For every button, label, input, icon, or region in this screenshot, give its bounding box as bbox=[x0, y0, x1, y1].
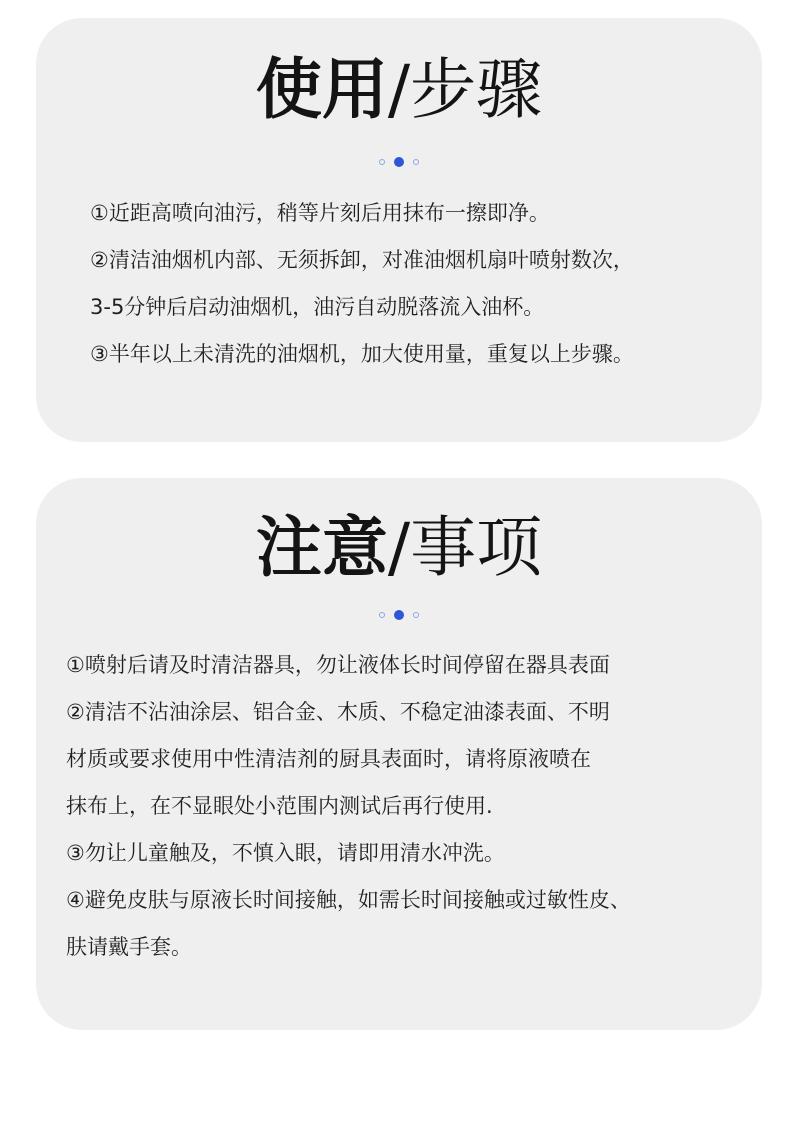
list-item-line: ①喷射后请及时清洁器具，勿让液体长时间停留在器具表面 bbox=[66, 653, 610, 677]
list-item bbox=[66, 642, 746, 689]
usage-steps-title-bold: 使用 bbox=[255, 51, 388, 128]
dot-indicator bbox=[413, 612, 419, 618]
list-item bbox=[66, 830, 746, 877]
precautions-title-bold: 注意 bbox=[255, 509, 388, 586]
list-item bbox=[66, 689, 746, 830]
list-item-line: 抹布上，在不显眼处小范围内测试后再行使用. bbox=[66, 794, 493, 818]
precautions-card bbox=[36, 478, 762, 1030]
list-item bbox=[90, 237, 730, 331]
list-item-line: 肤请戴手套。 bbox=[66, 935, 192, 959]
dot-indicator-active bbox=[394, 610, 404, 620]
list-item-line: ②清洁油烟机内部、无须拆卸，对准油烟机扇叶喷射数次， bbox=[90, 248, 634, 272]
list-item bbox=[90, 190, 730, 237]
usage-steps-title-light: /步骤 bbox=[387, 51, 543, 128]
list-item bbox=[66, 877, 746, 971]
list-item-line: ④避免皮肤与原液长时间接触，如需长时间接触或过敏性皮、 bbox=[66, 888, 631, 912]
precautions-dots bbox=[36, 609, 762, 621]
usage-steps-card bbox=[36, 18, 762, 442]
usage-steps-list bbox=[90, 190, 730, 378]
list-item-line: 材质或要求使用中性清洁剂的厨具表面时，请将原液喷在 bbox=[66, 747, 591, 771]
usage-steps-dots bbox=[36, 156, 762, 168]
dot-indicator bbox=[379, 612, 385, 618]
precautions-list bbox=[66, 642, 746, 971]
dot-indicator bbox=[379, 159, 385, 165]
list-item-line: ③勿让儿童触及，不慎入眼，请即用清水冲洗。 bbox=[66, 841, 505, 865]
list-item-line: ③半年以上未清洗的油烟机，加大使用量，重复以上步骤。 bbox=[90, 342, 634, 366]
list-item-line: ②清洁不沾油涂层、铝合金、木质、不稳定油漆表面、不明 bbox=[66, 700, 610, 724]
dot-indicator bbox=[413, 159, 419, 165]
list-item-line: ①近距高喷向油污，稍等片刻后用抹布一擦即净。 bbox=[90, 201, 550, 225]
list-item-line: 3-5分钟后启动油烟机，油污自动脱落流入油杯。 bbox=[90, 295, 545, 319]
dot-indicator-active bbox=[394, 157, 404, 167]
precautions-title bbox=[36, 508, 762, 588]
list-item bbox=[90, 331, 730, 378]
precautions-title-light: /事项 bbox=[387, 509, 543, 586]
usage-steps-title bbox=[36, 50, 762, 130]
